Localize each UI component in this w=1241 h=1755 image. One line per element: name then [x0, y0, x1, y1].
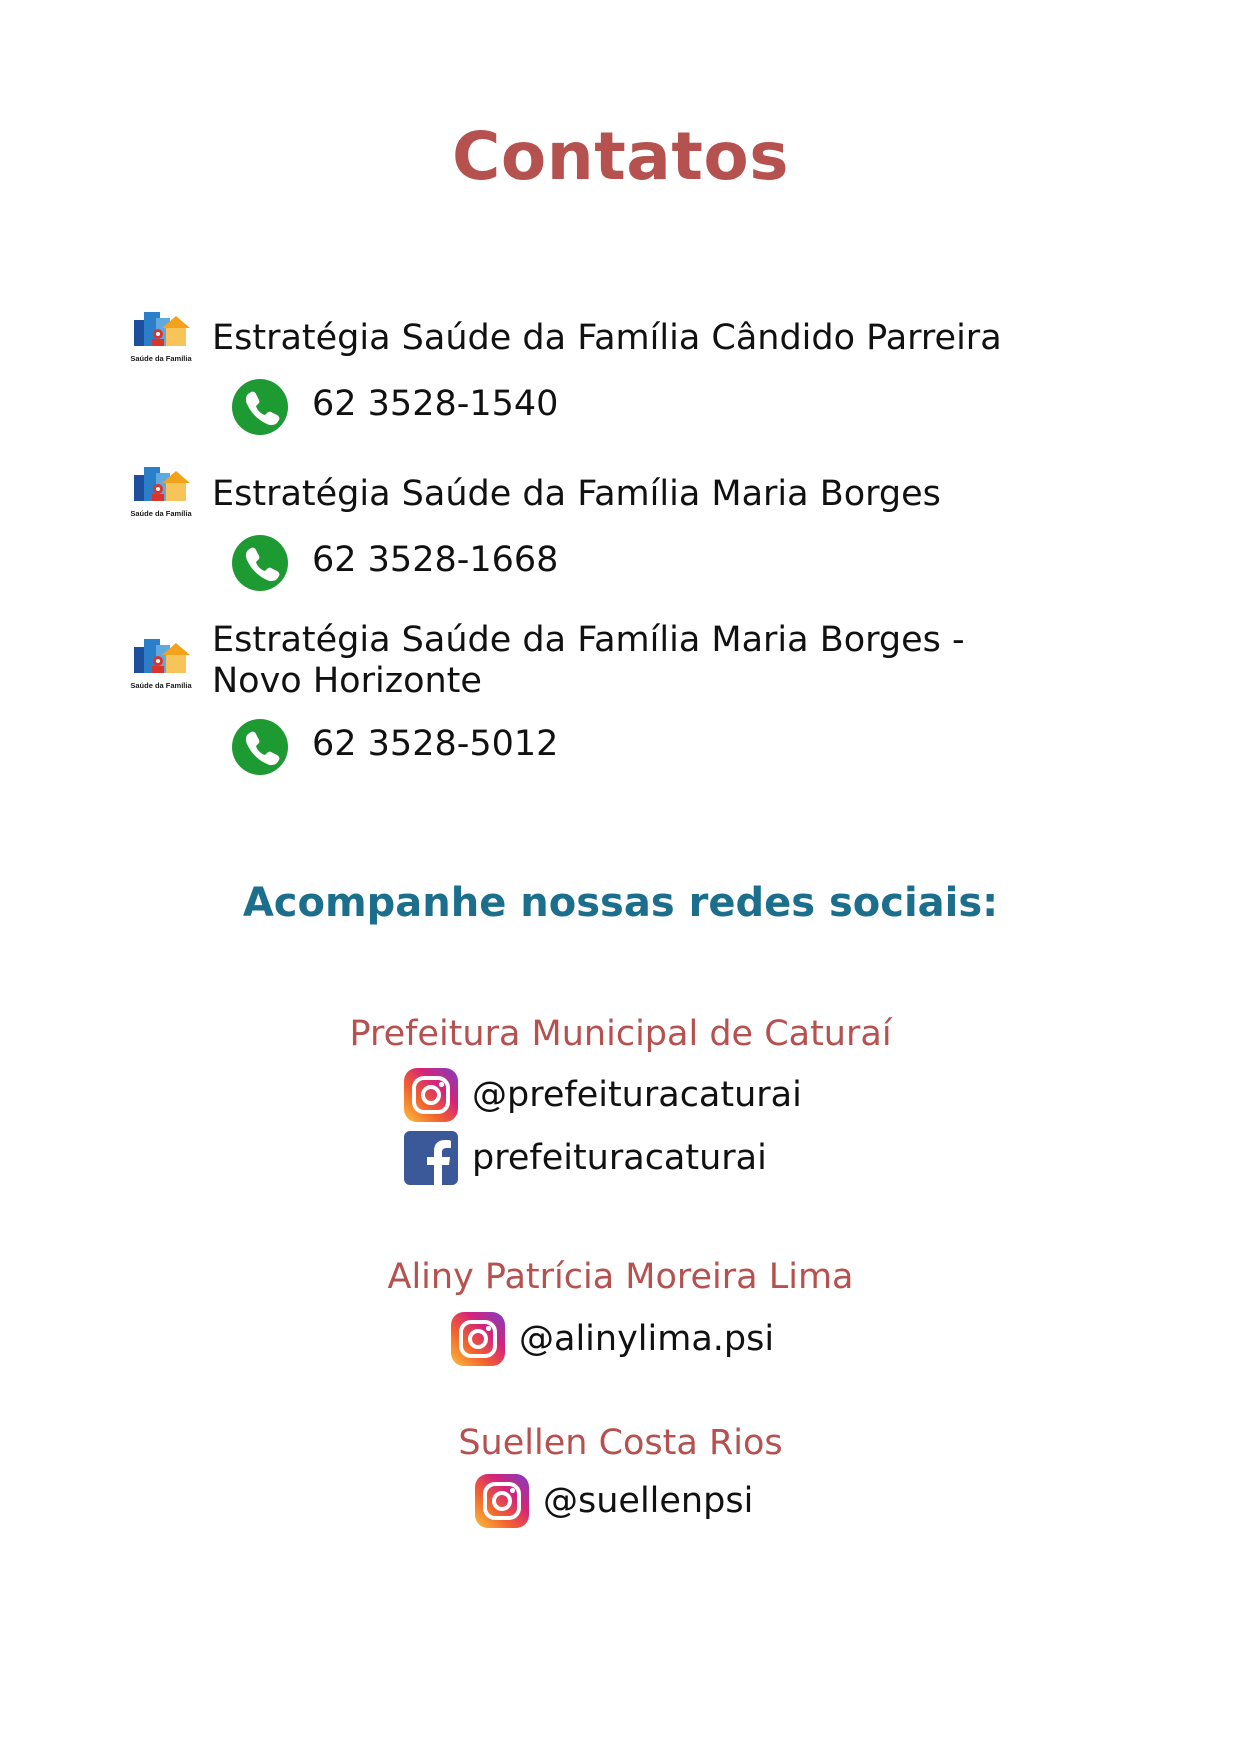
svg-text:Saúde da Família: Saúde da Família: [130, 509, 192, 518]
instagram-icon: [451, 1312, 505, 1366]
instagram-icon: [404, 1068, 458, 1122]
phone-icon[interactable]: [232, 719, 288, 775]
saude-da-familia-logo: [126, 635, 196, 691]
unit-name-line-2: Novo Horizonte: [212, 661, 482, 701]
phone-number[interactable]: 62 3528-1668: [312, 540, 559, 580]
instagram-link[interactable]: [451, 1312, 774, 1366]
social-owner: Suellen Costa Rios: [458, 1423, 783, 1463]
instagram-link[interactable]: [404, 1068, 802, 1122]
unit-name: Estratégia Saúde da Família Cândido Parreira: [212, 318, 1002, 358]
svg-text:Saúde da Família: Saúde da Família: [130, 354, 192, 363]
social-heading: Acompanhe nossas redes sociais:: [242, 880, 999, 926]
phone-icon[interactable]: [232, 535, 288, 591]
svg-text:Saúde da Família: Saúde da Família: [130, 681, 192, 690]
instagram-handle[interactable]: @prefeituracaturai: [472, 1075, 802, 1115]
unit-name: Estratégia Saúde da Família Maria Borges: [212, 474, 941, 514]
instagram-icon: [475, 1474, 529, 1528]
phone-icon[interactable]: [232, 379, 288, 435]
social-owner: Aliny Patrícia Moreira Lima: [387, 1257, 854, 1297]
instagram-link[interactable]: [475, 1474, 753, 1528]
saude-da-familia-logo: [126, 308, 196, 364]
phone-number[interactable]: 62 3528-1540: [312, 384, 559, 424]
instagram-handle[interactable]: @suellenpsi: [543, 1481, 754, 1521]
phone-number[interactable]: 62 3528-5012: [312, 724, 559, 764]
page-title: Contatos: [451, 118, 790, 195]
instagram-handle[interactable]: @alinylima.psi: [519, 1319, 775, 1359]
unit-name-line-1: Estratégia Saúde da Família Maria Borges -: [212, 620, 965, 660]
social-owner: Prefeitura Municipal de Caturaí: [349, 1014, 892, 1054]
saude-da-familia-logo: [126, 463, 196, 519]
facebook-link[interactable]: [404, 1131, 767, 1185]
facebook-handle[interactable]: prefeituracaturai: [472, 1138, 767, 1178]
facebook-icon: [404, 1131, 458, 1185]
